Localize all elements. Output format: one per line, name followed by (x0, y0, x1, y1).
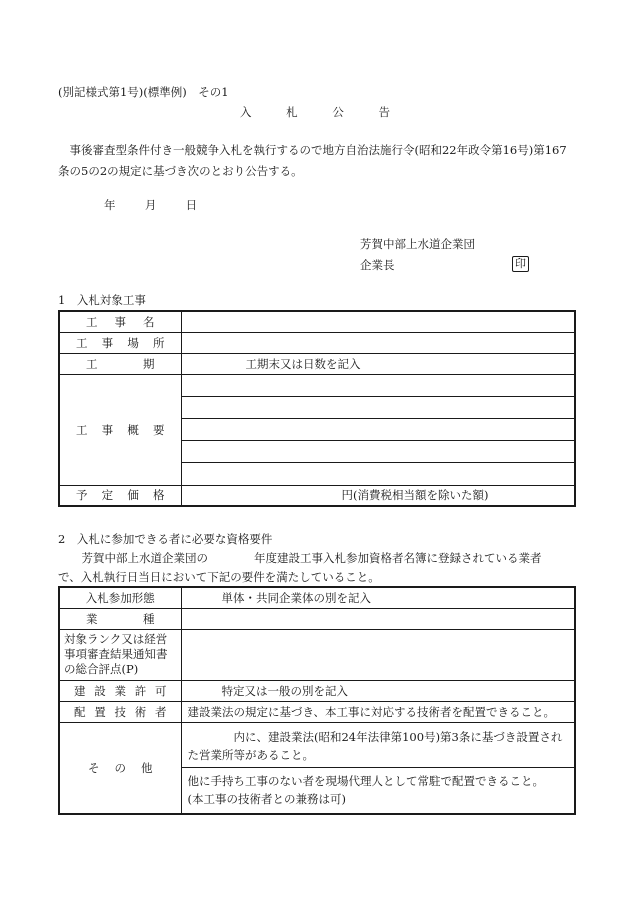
intro-paragraph: 事後審査型条件付き一般競争入札を執行するので地方自治法施行令(昭和22年政令第16号)第167条の5の2の規定に基づき次のとおり公告する。 (58, 143, 567, 178)
industry-type-label: 業 種 (59, 608, 181, 629)
section2-heading: 2 入札に参加できる者に必要な資格要件 (58, 532, 273, 546)
form-label: (別記様式第1号)(標準例) その1 (58, 85, 229, 99)
table-row (59, 587, 575, 608)
other-value-office: 内に、建設業法(昭和24年法律第100号)第3条に基づき設置された営業所等があること。 (182, 724, 575, 768)
issuer-organization: 芳賀中部上水道企業団 (360, 237, 475, 251)
table-row (59, 332, 575, 353)
section2-intro-line1: 芳賀中部上水道企業団の 年度建設工事入札参加資格者名簿に登録されている業者 (70, 551, 542, 565)
work-summary-value[interactable] (181, 374, 575, 485)
work-period-label: 工 期 (59, 353, 181, 374)
qualification-table (58, 586, 576, 815)
construction-license-label: 建 設 業 許 可 (59, 680, 181, 701)
table-row (59, 353, 575, 374)
seal-icon: 印 (512, 256, 529, 272)
title-char: 公 (332, 105, 344, 119)
estimated-price-value[interactable]: 円(消費税相当額を除いた額) (181, 485, 575, 506)
participation-form-value[interactable]: 単体・共同企業体の別を記入 (181, 587, 575, 608)
industry-type-value[interactable] (181, 608, 575, 629)
date-day: 日 (185, 198, 198, 212)
table-row (59, 608, 575, 629)
table-row (59, 311, 575, 332)
date-line (104, 197, 197, 213)
work-name-value[interactable] (181, 311, 575, 332)
issuer-position: 企業長 (360, 258, 395, 272)
section1-heading: 1 入札対象工事 (58, 293, 146, 307)
assigned-engineer-label: 配 置 技 術 者 (59, 701, 181, 722)
work-name-label: 工 事 名 (59, 311, 181, 332)
work-summary-label: 工 事 概 要 (59, 374, 181, 485)
page-title (240, 104, 390, 120)
other-value[interactable] (181, 722, 575, 814)
target-work-table (58, 310, 576, 507)
table-row (59, 701, 575, 722)
date-year: 年 (104, 198, 116, 212)
title-char: 札 (286, 105, 298, 119)
rank-value[interactable] (181, 629, 575, 680)
date-month: 月 (144, 198, 157, 212)
other-value-agent: 他に手持ち工事のない者を現場代理人として常駐で配置できること。 (187, 773, 544, 788)
work-place-value[interactable] (181, 332, 575, 353)
other-label: そ の 他 (59, 722, 181, 814)
work-period-value[interactable]: 工期末又は日数を記入 (181, 353, 575, 374)
estimated-price-label: 予 定 価 格 (59, 485, 181, 506)
assigned-engineer-value[interactable]: 建設業法の規定に基づき、本工事に対応する技術者を配置できること。 (181, 701, 575, 722)
table-row (59, 485, 575, 506)
table-row (59, 374, 575, 485)
table-row (59, 629, 575, 680)
seal-mark (512, 256, 529, 272)
other-value-agent-note: (本工事の技術者との兼務は可) (187, 791, 346, 806)
work-place-label: 工 事 場 所 (59, 332, 181, 353)
title-char: 入 (240, 105, 252, 119)
table-row (59, 680, 575, 701)
title-char: 告 (378, 105, 390, 119)
table-row (59, 722, 575, 814)
section2-intro-line2: で、入札執行日当日において下記の要件を満たしていること。 (58, 570, 380, 584)
construction-license-value[interactable]: 特定又は一般の別を記入 (181, 680, 575, 701)
rank-label: 対象ランク又は経営事項審査結果通知書の総合評点(P) (59, 629, 181, 680)
participation-form-label: 入札参加形態 (59, 587, 181, 608)
